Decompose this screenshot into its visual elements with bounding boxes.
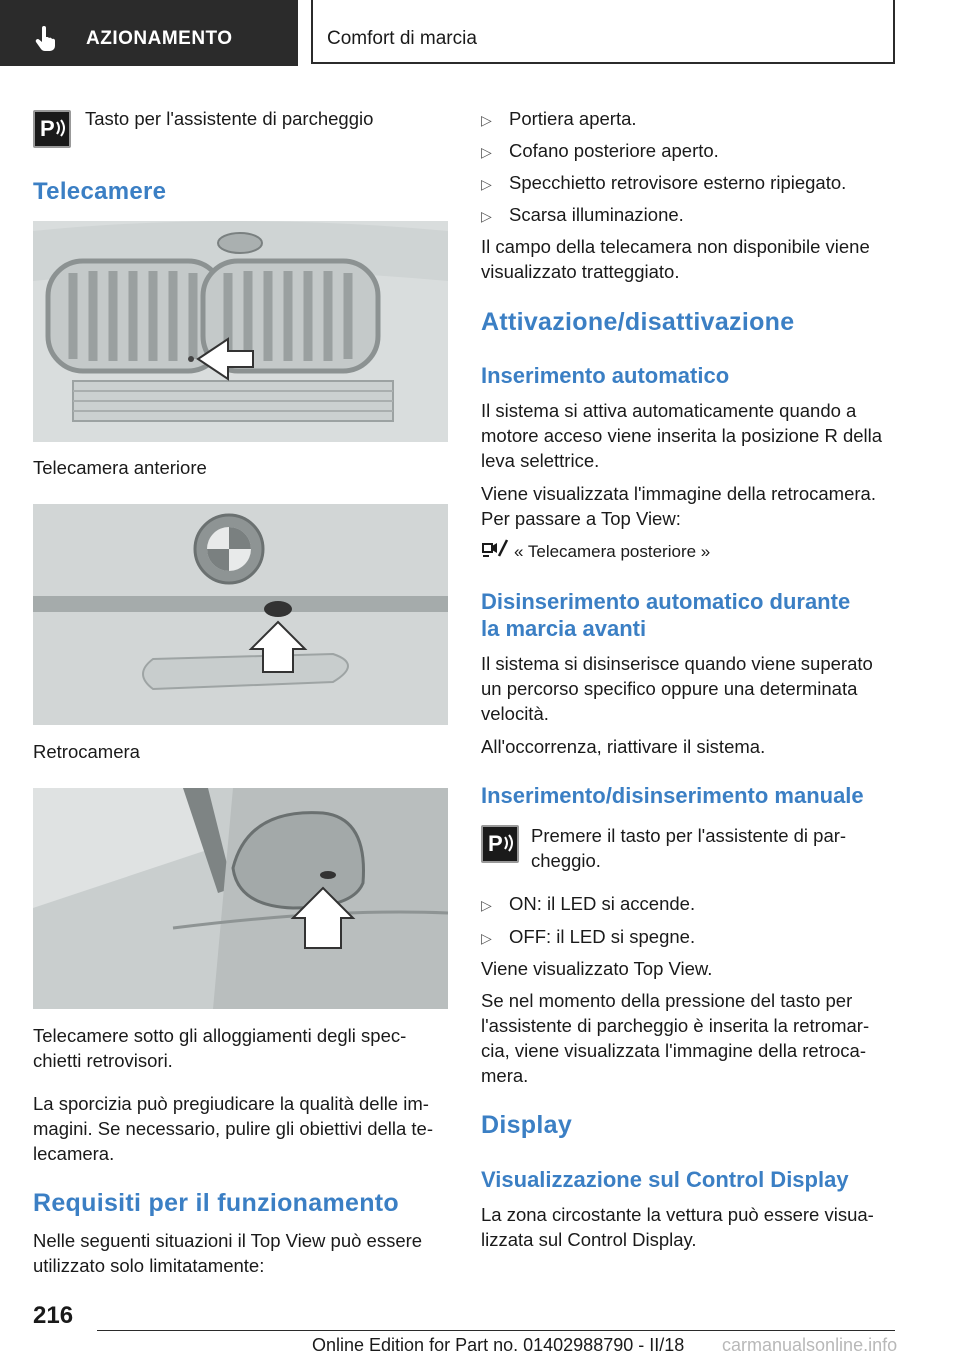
- press-button-text-1: Premere il tasto per l'assistente di par-: [531, 825, 847, 846]
- menu-item-rear-camera: « Telecamera posteriore »: [514, 542, 711, 561]
- triangle-bullet-icon: ▷: [481, 112, 492, 128]
- heading-cameras: Telecamere: [33, 178, 167, 205]
- press-reverse-text-4: mera.: [481, 1065, 529, 1086]
- parking-assistant-button-icon: P: [33, 110, 71, 148]
- front-camera-photo: [33, 221, 448, 442]
- caption-rear-camera: Retrocamera: [33, 741, 140, 762]
- reactivate-text: All'occorrenza, riattivare il sistema.: [481, 736, 766, 757]
- footer-divider: [97, 1330, 895, 1331]
- auto-off-text-1: Il sistema si disinserisce quando viene superato: [481, 653, 873, 674]
- caption-front-camera: Telecamera anteriore: [33, 457, 207, 478]
- hand-pointer-icon: [34, 26, 58, 52]
- list-item: ▷ Specchietto retrovisore esterno ripiegato.: [481, 170, 846, 197]
- rear-camera-photo: [33, 504, 448, 725]
- display-text-1: La zona circostante la vettura può essere visua-: [481, 1204, 874, 1225]
- section-tab: [0, 0, 298, 66]
- mirror-camera-photo: [33, 788, 448, 1009]
- press-reverse-text-2: l'assistente di parcheggio è inserita la retromar-: [481, 1015, 870, 1036]
- press-reverse-text-1: Se nel momento della pressione del tasto per: [481, 990, 853, 1011]
- chapter-tab: [311, 0, 895, 64]
- triangle-bullet-icon: ▷: [481, 897, 492, 913]
- press-reverse-text-3: cia, viene visualizzata l'immagine della retroca-: [481, 1040, 867, 1061]
- camera-menu-icon: [481, 538, 509, 560]
- topview-text: Viene visualizzato Top View.: [481, 958, 713, 979]
- triangle-bullet-icon: ▷: [481, 208, 492, 224]
- requirements-text-1: Nelle seguenti situazioni il Top View può essere: [33, 1230, 423, 1251]
- list-item: ▷ Portiera aperta.: [481, 106, 637, 133]
- chapter-label: Comfort di marcia: [327, 28, 477, 49]
- dirt-text-2: magini. Se necessario, pulire gli obiettivi della te-: [33, 1118, 434, 1139]
- page-number: 216: [33, 1302, 74, 1329]
- list-item: ▷ ON: il LED si accende.: [481, 891, 695, 918]
- subheading-display: Visualizzazione sul Control Display: [481, 1167, 849, 1192]
- parking-assistant-button-icon: P: [481, 825, 519, 863]
- button-caption: Tasto per l'assistente di parcheggio: [85, 108, 374, 129]
- triangle-bullet-icon: ▷: [481, 176, 492, 192]
- auto-off-text-2: un percorso specifico oppure una determinata: [481, 678, 858, 699]
- watermark-text: carmanualsonline.info: [722, 1335, 898, 1355]
- triangle-bullet-icon: ▷: [481, 930, 492, 946]
- triangle-bullet-icon: ▷: [481, 144, 492, 160]
- field-text-1: Il campo della telecamera non disponibile viene: [481, 236, 870, 257]
- rear-view-text-2: Per passare a Top View:: [481, 508, 681, 529]
- subheading-auto-on: Inserimento automatico: [481, 363, 730, 388]
- press-button-text-2: cheggio.: [531, 850, 601, 871]
- auto-on-text-1: Il sistema si attiva automaticamente quando a: [481, 400, 857, 421]
- auto-off-text-3: velocità.: [481, 703, 549, 724]
- subheading-auto-off-1: Disinserimento automatico durante: [481, 589, 851, 614]
- field-text-2: visualizzato tratteggiato.: [481, 261, 680, 282]
- auto-on-text-3: leva selettrice.: [481, 450, 600, 471]
- heading-display: Display: [481, 1111, 573, 1139]
- caption-mirror-2: chietti retrovisori.: [33, 1050, 173, 1071]
- section-label: AZIONAMENTO: [86, 28, 233, 49]
- subheading-auto-off-2: la marcia avanti: [481, 616, 647, 641]
- auto-on-text-2: motore acceso viene inserita la posizione R della: [481, 425, 883, 446]
- requirements-text-2: utilizzato solo limitatamente:: [33, 1255, 265, 1276]
- rear-view-text-1: Viene visualizzata l'immagine della retrocamera.: [481, 483, 876, 504]
- caption-mirror-1: Telecamere sotto gli alloggiamenti degli spec-: [33, 1025, 407, 1046]
- edition-text: Online Edition for Part no. 01402988790 - II/18: [312, 1335, 685, 1355]
- list-item: ▷ OFF: il LED si spegne.: [481, 924, 695, 951]
- dirt-text-1: La sporcizia può pregiudicare la qualità delle im-: [33, 1093, 429, 1114]
- list-item: ▷ Cofano posteriore aperto.: [481, 138, 719, 165]
- heading-requirements: Requisiti per il funzionamento: [33, 1189, 399, 1217]
- subheading-manual: Inserimento/disinserimento manuale: [481, 783, 864, 808]
- display-text-2: lizzata sul Control Display.: [481, 1229, 697, 1250]
- list-item: ▷ Scarsa illuminazione.: [481, 202, 684, 229]
- dirt-text-3: lecamera.: [33, 1143, 115, 1164]
- heading-activation: Attivazione/disattivazione: [481, 308, 795, 336]
- page-header: [0, 0, 960, 66]
